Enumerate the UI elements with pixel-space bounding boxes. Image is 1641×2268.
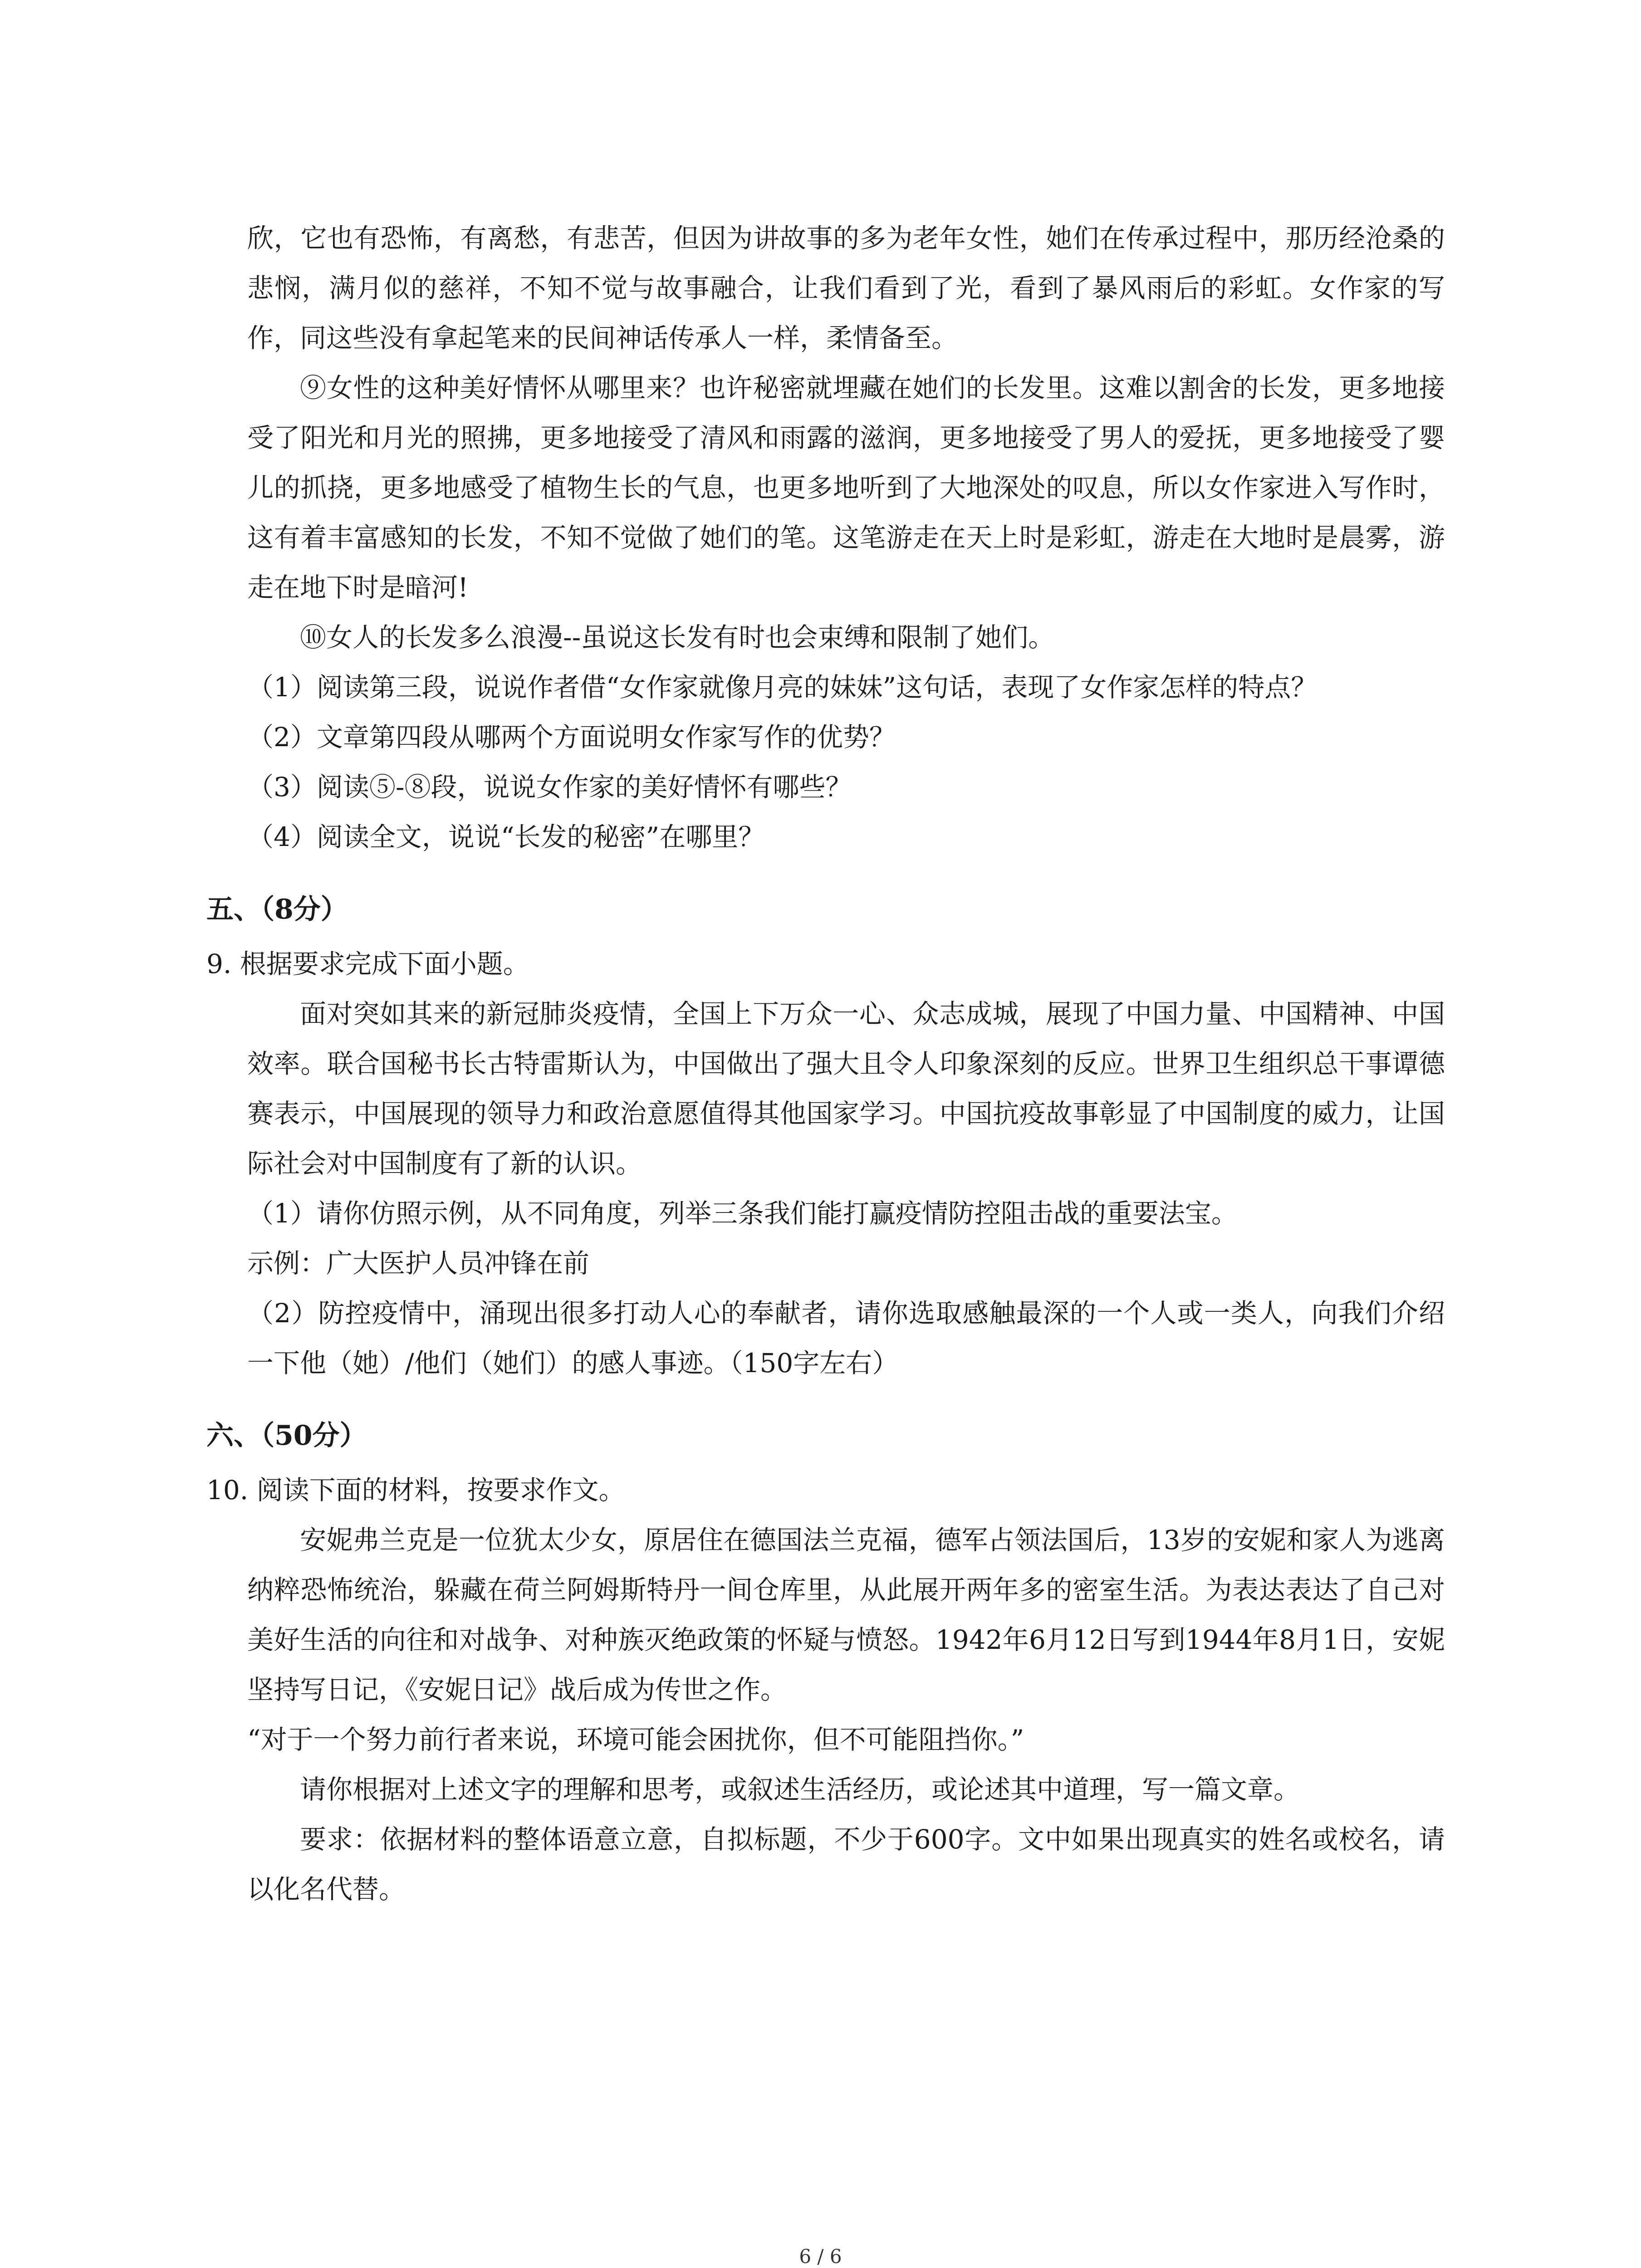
question-10-material: 安妮弗兰克是一位犹太少女，原居住在德国法兰克福，德军占领法国后，13岁的安妮和家人为逃离纳粹恐怖统治，躲藏在荷兰阿姆斯特丹一间仓库里，从此展开两年多的密室生活。为表达表达了自己对美好生活的向往和对战争、对种族灭绝政策的怀疑与愤怒。1942年6月12日写到1944年8月1日，安妮坚持写日记，《安妮日记》战后成为传世之作。 [247,1525,1445,1705]
question-9-2: （2）防控疫情中，涌现出很多打动人心的奉献者，请你选取感触最深的一个人或一类人，向我们介绍一下他（她）/他们（她们）的感人事迹。（150字左右） [247,1298,1445,1378]
paragraph-8-continuation: 欣，它也有恐怖，有离愁，有悲苦，但因为讲故事的多为老年女性，她们在传承过程中，那历经沧桑的悲悯，满月似的慈祥，不知不觉与故事融合，让我们看到了光，看到了暴风雨后的彩虹。女作家的写作，同这些没有拿起笔来的民间神话传承人一样，柔情备至。 [247,223,1445,353]
question-10-intro: 10. 阅读下面的材料，按要求作文。 [206,1475,625,1505]
question-9-example: 示例：广大医护人员冲锋在前 [247,1248,590,1279]
question-10-requirement: 要求：依据材料的整体语意立意，自拟标题，不少于600字。文中如果出现真实的姓名或校名，请以化名代替。 [247,1824,1445,1905]
page-number: 6 / 6 [799,2245,842,2268]
question-9-1: （1）请你仿照示例，从不同角度，列举三条我们能打赢疫情防控阻击战的重要法宝。 [247,1198,1238,1229]
question-8-4: （4）阅读全文，说说“长发的秘密”在哪里？ [247,821,765,852]
section-6-heading: 六、（50分） [206,1420,367,1452]
section-5-heading: 五、（8分） [206,894,348,925]
question-8-1: （1）阅读第三段，说说作者借“女作家就像月亮的妹妹”这句话，表现了女作家怎样的特点？ [247,672,1318,703]
question-9-material: 面对突如其来的新冠肺炎疫情，全国上下万众一心、众志成城，展现了中国力量、中国精神、中国效率。联合国秘书长古特雷斯认为，中国做出了强大且令人印象深刻的反应。世界卫生组织总干事谭德赛表示，中国展现的领导力和政治意愿值得其他国家学习。中国抗疫故事彰显了中国制度的威力，让国际社会对中国制度有了新的认识。 [247,998,1445,1179]
question-9-intro: 9. 根据要求完成下面小题。 [206,948,529,979]
question-10-instruction: 请你根据对上述文字的理解和思考，或叙述生活经历，或论述其中道理，写一篇文章。 [300,1774,1300,1805]
question-8-3: （3）阅读⑤-⑧段，说说女作家的美好情怀有哪些？ [247,772,852,802]
paragraph-10: ⑩女人的长发多么浪漫--虽说这长发有时也会束缚和限制了她们。 [300,622,1055,653]
question-10-quote: “对于一个努力前行者来说，环境可能会困扰你，但不可能阻挡你。” [247,1724,1024,1755]
question-8-2: （2）文章第四段从哪两个方面说明女作家写作的优势？ [247,722,896,753]
paragraph-9: ⑨女性的这种美好情怀从哪里来？也许秘密就埋藏在她们的长发里。这难以割舍的长发，更多地接受了阳光和月光的照拂，更多地接受了清风和雨露的滋润，更多地接受了男人的爱抚，更多地接受了婴儿的抓挠，更多地感受了植物生长的气息，也更多地听到了大地深处的叹息，所以女作家进入写作时，这有着丰富感知的长发，不知不觉做了她们的笔。这笔游走在天上时是彩虹，游走在大地时是晨雾，游走在地下时是暗河! [247,372,1445,603]
document-body [206,213,1445,1914]
